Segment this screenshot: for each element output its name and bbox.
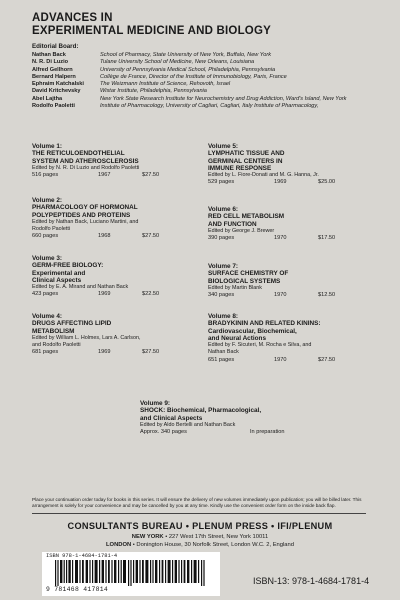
volume-title-line: DRUGS AFFECTING LIPID [32, 320, 112, 328]
board-member-affiliation: New York State Research Institute for Neurochemistry and Drug Addiction, Ward's Island, New York [100, 95, 347, 102]
series-title [32, 12, 271, 38]
series-title-line-2: EXPERIMENTAL MEDICINE AND BIOLOGY [32, 25, 271, 37]
board-member-name: David Kritchevsky [32, 88, 81, 95]
london-address: • Donington House, 30 Norfolk Street, London W.C. 2, England [131, 542, 294, 548]
volume-pages: 681 pages [32, 349, 59, 356]
volume-title-line: IMMUNE RESPONSE [208, 164, 272, 172]
volume-price: $27.50 [142, 349, 160, 356]
volume-title-line: POLYPEPTIDES AND PROTEINS [32, 211, 131, 219]
editorial-board-list [32, 52, 372, 110]
publisher-address-london [32, 542, 368, 548]
volume-editors: Edited by L. Fiore-Donati and M. G. Hanna, Jr. [208, 172, 319, 179]
volume-editors: and Rodolfo Paoletti [32, 342, 81, 348]
volume-price: $27.50 [142, 172, 160, 178]
volume-title-line: Clinical Aspects [32, 276, 82, 284]
volume-title-line: LYMPHATIC TISSUE AND [208, 150, 285, 158]
volume-number: Volume 2: [32, 197, 63, 204]
volume-title-line: BRADYKININ AND RELATED KININS: [208, 320, 321, 328]
board-member [32, 59, 372, 66]
volume-year: 1967 [98, 172, 111, 178]
volume-title-line: GERM-FREE BIOLOGY: [32, 262, 104, 270]
volume-entry-6 [208, 206, 368, 242]
volume-editors: Edited by William L. Holmes, Lars A. Carlson, [32, 334, 141, 341]
volume-entry-5 [208, 143, 368, 187]
barcode-isbn-caption: ISBN 978-1-4684-1781-4 [46, 553, 118, 559]
volume-title-line: Cardiovascular, Biochemical, [208, 327, 297, 335]
volume-pages: 516 pages [32, 172, 59, 178]
volume-year: 1969 [274, 179, 287, 186]
board-member-name: Alfred Gellhorn [32, 66, 73, 73]
volume-editors: Edited by Nathan Back, Luciano Martini, and [32, 218, 139, 225]
volume-title-line: Experimental and [32, 269, 86, 277]
board-member [32, 52, 372, 59]
volume-entry-2 [32, 197, 192, 240]
board-member-affiliation: School of Pharmacy, State University of New York, Buffalo, New York [100, 52, 271, 58]
volume-entry-8 [208, 313, 368, 364]
volume-meta [32, 233, 192, 240]
volume-title-line: SYSTEM AND ATHEROSCLEROSIS [32, 157, 139, 165]
volume-meta [32, 349, 192, 356]
volume-entry-3 [32, 255, 192, 299]
board-member-affiliation: Collège de France, Director of the Institute of Immunobiology, Paris, France [100, 73, 287, 80]
volume-entry-4 [32, 313, 192, 356]
volume-year: 1968 [98, 233, 111, 240]
volume-number: Volume 8: [208, 313, 239, 320]
volume-title-line: and Clinical Aspects [140, 414, 203, 422]
volume-number: Volume 6: [208, 206, 239, 213]
volume-title-line: METABOLISM [32, 327, 75, 335]
barcode-digits: 9 781468 417814 [46, 586, 109, 593]
board-member-affiliation: The Weizmann Institute of Science, Rehovoth, Israel [100, 81, 231, 88]
volume-number: Volume 4: [32, 313, 63, 320]
board-member-name: Nathan Back [32, 52, 66, 58]
volume-title-line: SURFACE CHEMISTRY OF [208, 270, 289, 278]
volume-pages: 651 pages [208, 356, 235, 363]
volume-meta [208, 235, 368, 242]
board-member [32, 103, 372, 110]
volume-title-line: SHOCK: Biochemical, Pharmacological, [140, 407, 262, 415]
volume-price: $25.00 [318, 179, 336, 186]
volume-year: 1970 [274, 235, 287, 241]
london-label: LONDON [106, 542, 132, 548]
volume-meta [32, 291, 192, 298]
board-member-name: Rodolfo Paoletti [32, 103, 75, 110]
volume-title-line: PHARMACOLOGY OF HORMONAL [32, 204, 138, 212]
volume-editors: Edited by E. A. Mirand and Nathan Back [32, 284, 129, 291]
volume-title-line: AND FUNCTION [208, 220, 257, 228]
volume-number: Volume 7: [208, 263, 239, 270]
volume-meta [208, 357, 368, 364]
volume-title-line: GERMINAL CENTERS IN [208, 157, 283, 165]
board-member [32, 67, 372, 74]
volume-editors: Edited by Aldo Bertelli and Nathan Back [140, 421, 236, 428]
editorial-board-heading: Editorial Board: [32, 43, 79, 50]
barcode-image [55, 560, 215, 586]
volume-meta [140, 429, 320, 436]
volume-title-line: THE RETICULOENDOTHELIAL [32, 150, 125, 158]
board-member-name: Bernard Halpern [32, 73, 76, 80]
volume-year: 1970 [274, 292, 287, 298]
publisher-address-ny [32, 534, 368, 540]
volume-number: Volume 9: [140, 400, 171, 407]
ny-address: • 227 West 17th Street, New York 10011 [163, 534, 269, 540]
volume-number: Volume 3: [32, 255, 63, 262]
volume-pages: 423 pages [32, 291, 59, 298]
volume-title-line: RED CELL METABOLISM [208, 213, 285, 221]
board-member-name: Abel Lajtha [32, 95, 63, 102]
volume-price: $17.50 [318, 235, 336, 241]
volume-editors: Edited by George J. Brewer [208, 227, 275, 234]
board-member-name: Ephraim Katchalski [32, 81, 84, 88]
volume-price: $22.50 [142, 291, 160, 298]
board-member [32, 74, 372, 81]
volume-entry-9 [140, 400, 320, 436]
board-member-affiliation: Tulane University School of Medicine, New Orleans, Louisiana [100, 59, 255, 66]
board-member [32, 81, 372, 88]
board-member-affiliation: Wistar Institute, Philadelphia, Pennsylvania [100, 88, 207, 95]
continuation-order-note: Place your continuation order today for books in this series. It will ensure the delivery of new volumes immediately upon publication; you will be billed later. This arrangement is solely for your convenience and may be cancelled by you at any time. Kindly use the convenient order form on the inside back flap. [32, 497, 362, 508]
volume-pages: 529 pages [208, 179, 235, 186]
board-member-name: N. R. Di Luzio [32, 59, 69, 66]
board-member-affiliation: Institute of Pharmacology, University of Cagliari, Cagliari, Italy Institute of Pharmacology, [100, 103, 319, 110]
volume-price: In preparation [250, 429, 285, 435]
series-title-line-1: ADVANCES IN [32, 12, 113, 24]
volume-entry-7 [208, 263, 368, 299]
volume-price: $27.50 [142, 233, 160, 240]
volume-editors: Edited by N. R. Di Luzio and Rodolfo Paoletti [32, 164, 140, 171]
volume-year: 1969 [98, 349, 111, 356]
volume-pages: 390 pages [208, 235, 235, 241]
volume-meta [208, 179, 368, 186]
volume-meta [208, 292, 368, 299]
isbn-13-label: ISBN-13: 978-1-4684-1781-4 [253, 576, 370, 586]
ny-label: NEW YORK [131, 534, 164, 540]
volume-pages: 340 pages [208, 292, 235, 298]
volume-number: Volume 1: [32, 143, 63, 150]
volume-title-line: and Neural Actions [208, 334, 266, 342]
board-member-affiliation: University of Pennsylvania Medical School, Philadelphia, Pennsylvania [100, 66, 276, 73]
board-member [32, 88, 372, 95]
volume-year: 1970 [274, 356, 287, 363]
volume-number: Volume 5: [208, 143, 239, 150]
volume-editors: Edited by F. Sicuteri, M. Rocha e Silva, and [208, 342, 312, 349]
volume-editors: Nathan Back [208, 349, 239, 356]
volume-price: $12.50 [318, 292, 336, 298]
volume-editors: Rodolfo Paoletti [32, 226, 71, 232]
publisher-line: CONSULTANTS BUREAU • PLENUM PRESS • IFI/PLENUM [67, 521, 333, 531]
volume-pages: Approx. 340 pages [140, 429, 187, 435]
divider-rule [32, 513, 366, 514]
volume-title-line: BIOLOGICAL SYSTEMS [208, 277, 281, 285]
volume-price: $27.50 [318, 356, 336, 363]
volume-meta [32, 172, 192, 179]
volume-pages: 660 pages [32, 233, 59, 240]
volume-year: 1969 [98, 291, 111, 298]
board-member [32, 96, 372, 103]
volume-editors: Edited by Martin Blank [208, 284, 262, 291]
volume-entry-1 [32, 143, 192, 179]
